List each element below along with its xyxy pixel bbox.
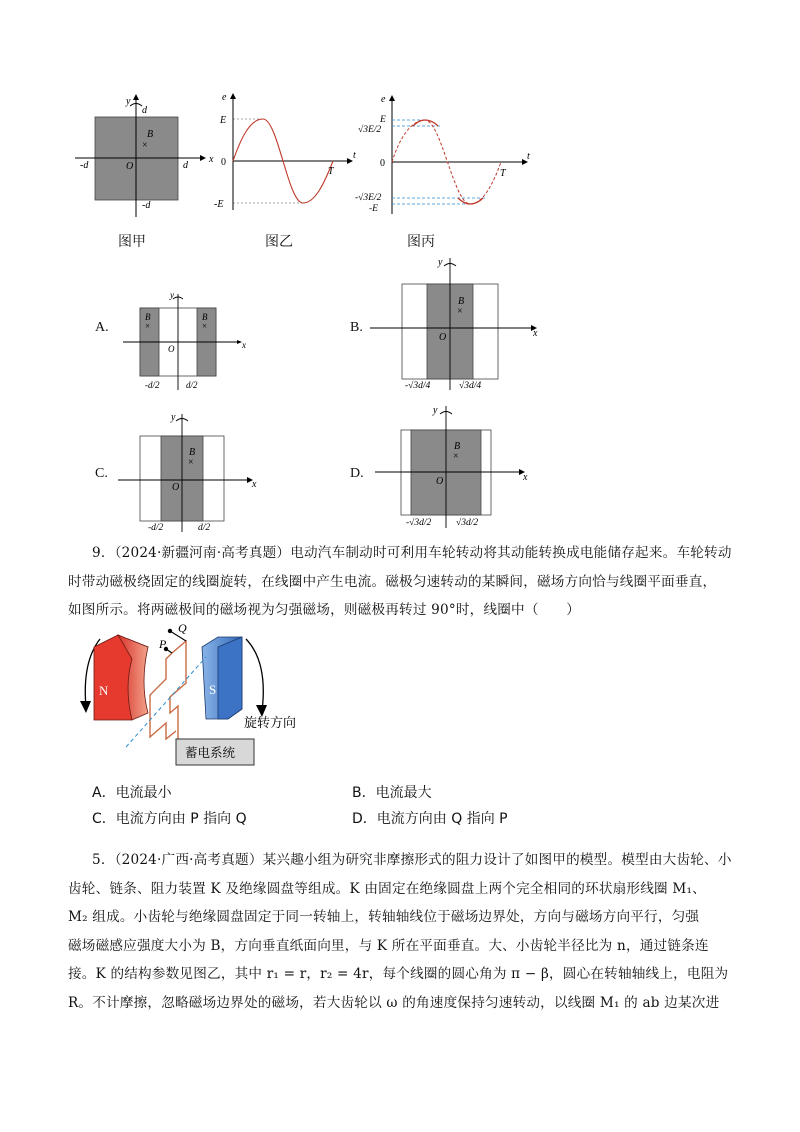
q9-line-1: 9．（2024·新疆河南·高考真题）电动汽车制动时可利用车轮转动将其动能转换成电能储存起来。车轮转动	[92, 545, 732, 561]
cross-icon: ×	[453, 451, 459, 462]
rotation-arrow-right-icon	[246, 639, 263, 711]
left-bound-label: -√3d/4	[405, 381, 431, 391]
q9-line-3: 如图所示。将两磁极间的磁场视为匀强磁场，则磁极再转过 90°时，线圈中（ ）	[68, 602, 580, 618]
T-label: T	[500, 168, 506, 179]
y-label: y	[438, 257, 443, 268]
O-label: O	[168, 344, 175, 354]
option-a-letter[interactable]: A.	[95, 320, 109, 335]
Q-label: Q	[178, 621, 187, 635]
cross-icon: ×	[457, 306, 463, 317]
e-label: e	[381, 94, 386, 105]
option-c-letter[interactable]: C.	[95, 466, 108, 481]
d-top-label: d	[142, 105, 147, 116]
q9-choice-c[interactable]: C．电流方向由 P 指向 Q	[92, 811, 247, 827]
right-bound-label: √3d/4	[459, 381, 482, 391]
B-label: B	[454, 441, 461, 452]
x-label: x	[209, 154, 214, 165]
right-bound-label: d/2	[198, 523, 211, 533]
S-label: S	[209, 682, 217, 697]
y-label: y	[433, 405, 438, 416]
q9-magnet-coil-figure	[66, 617, 326, 777]
neg-E-label: -E	[214, 199, 224, 210]
T-label: T	[328, 166, 334, 177]
e-label: e	[222, 92, 227, 103]
cross-into-page-icon: ×	[142, 140, 148, 151]
cross-icon: ×	[202, 321, 208, 331]
option-d-figure[interactable]	[375, 402, 535, 532]
question-9-stem	[68, 539, 732, 625]
option-b-figure[interactable]	[370, 252, 545, 394]
q9-choice-b[interactable]: B．电流最大	[352, 785, 432, 801]
neg-d-label: -d	[80, 160, 89, 171]
right-bound-label: √3d/2	[456, 518, 479, 528]
caption-bing: 图丙	[407, 234, 435, 250]
neg-root3-E-over-2-label: -√3E/2	[355, 193, 382, 203]
option-d-letter[interactable]: D.	[350, 466, 364, 481]
x-label: x	[533, 328, 538, 339]
sine-curve-solid-bottom	[458, 198, 483, 204]
option-c-figure[interactable]	[118, 410, 268, 535]
root3-E-over-2-label: √3E/2	[358, 125, 382, 135]
cross-icon: ×	[188, 457, 194, 468]
E-label: E	[220, 115, 227, 126]
P-label: P	[159, 637, 167, 651]
sine-curve-solid-top	[413, 120, 438, 126]
y-label: y	[170, 290, 174, 300]
q9-choice-d[interactable]: D．电流方向由 Q 指向 P	[352, 811, 508, 827]
q5-line-3: M₂ 组成。小齿轮与绝缘圆盘固定于同一转轴上，转轴轴线位于磁场边界处，方向与磁场方向平行，匀强	[68, 909, 700, 925]
B-right-label: B	[202, 312, 208, 322]
option-b-letter[interactable]: B.	[350, 320, 363, 335]
storage-label: 蓄电系统	[185, 746, 236, 760]
neg-d-bottom-label: -d	[142, 200, 151, 211]
question-5-stem	[68, 846, 752, 1017]
zero-label: 0	[221, 157, 226, 168]
t-label: t	[353, 150, 356, 161]
option-a-figure[interactable]	[118, 290, 253, 395]
rotation-direction-label: 旋转方向	[244, 715, 297, 730]
caption-jia: 图甲	[118, 234, 146, 250]
cross-icon: ×	[145, 321, 151, 331]
t-label: t	[527, 151, 530, 162]
caption-yi: 图乙	[265, 234, 293, 250]
B-label: B	[147, 129, 154, 140]
B-left-label: B	[145, 312, 151, 322]
N-label: N	[99, 683, 109, 698]
figure-bing	[355, 92, 535, 217]
zero-label: 0	[380, 158, 385, 169]
left-bound-label: -√3d/2	[406, 518, 432, 528]
y-label: y	[126, 96, 131, 107]
O-label: O	[436, 476, 444, 487]
figure-jia	[70, 92, 220, 217]
left-bound-label: -d/2	[148, 523, 164, 533]
d-right-label: d	[183, 160, 188, 171]
B-label: B	[458, 296, 465, 307]
O-label: O	[126, 161, 134, 172]
O-label: O	[439, 332, 447, 343]
neg-E-label: -E	[369, 204, 378, 214]
x-label: x	[252, 479, 257, 490]
O-label: O	[172, 482, 180, 493]
q5-line-1: 5．（2024·广西·高考真题）某兴趣小组为研究非摩擦形式的阻力设计了如图甲的模型。模型由大齿轮、小	[92, 852, 732, 868]
x-label: x	[242, 340, 246, 350]
B-label: B	[189, 447, 196, 458]
q5-line-5: 接。K 的结构参数见图乙，其中 r₁ = r，r₂ = 4r，每个线圈的圆心角为 π − β，圆心在转轴轴线上，电阻为	[68, 966, 729, 982]
x-label: x	[523, 472, 528, 483]
q5-line-4: 磁场磁感应强度大小为 B，方向垂直纸面向里，与 K 所在平面垂直。大、小齿轮半径比为 n，通过链条连	[68, 937, 709, 954]
y-label: y	[171, 412, 176, 423]
q5-line-2: 齿轮、链条、阻力装置 K 及绝缘圆盘等组成。K 由固定在绝缘圆盘上两个完全相同的环状扇形线圈 M₁、	[68, 880, 706, 897]
figure-yi	[208, 90, 363, 215]
q5-line-6: R。不计摩擦，忽略磁场边界处的磁场，若大齿轮以 ω 的角速度保持匀速转动，以线圈 M₁ 的 ab 边某次进	[68, 994, 720, 1011]
right-bound-label: d/2	[186, 380, 198, 390]
q9-line-2: 时带动磁极绕固定的线圈旋转，在线圈中产生电流。磁极匀速转动的某瞬间，磁场方向恰与线圈平面垂直，	[68, 573, 717, 590]
E-label: E	[380, 115, 386, 125]
q9-choice-a[interactable]: A．电流最小	[92, 785, 172, 801]
left-bound-label: -d/2	[145, 380, 160, 390]
